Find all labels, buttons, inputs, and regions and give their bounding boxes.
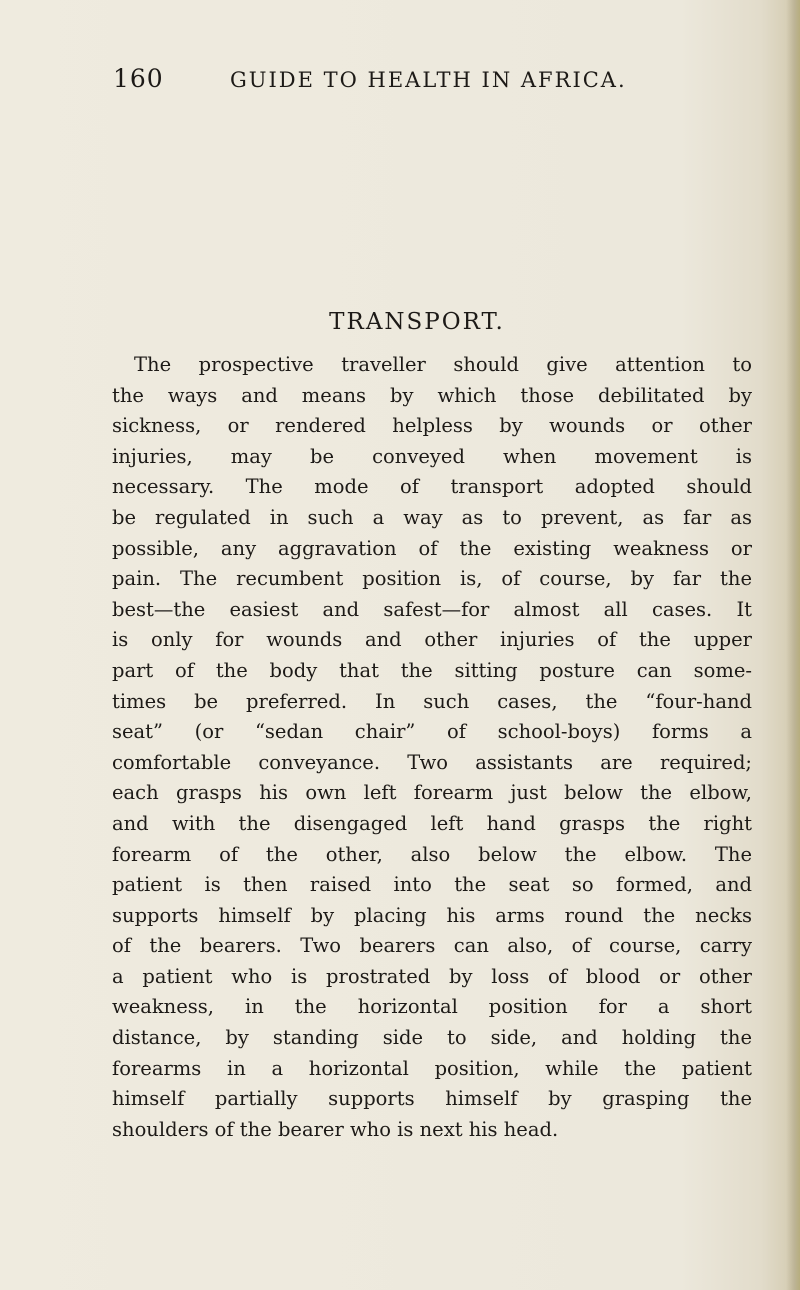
text-line: is only for wounds and other injuries of the upper — [112, 628, 752, 652]
text-line: part of the body that the sitting posture can some- — [112, 658, 752, 682]
page-number: 160 — [113, 64, 164, 93]
text-line: seat” (or “sedan chair” of school-boys) forms a — [112, 720, 752, 744]
text-line: patient is then raised into the seat so formed, and — [112, 873, 752, 897]
section-title: TRANSPORT. — [329, 309, 505, 335]
text-line: injuries, may be conveyed when movement is — [112, 444, 752, 468]
text-line: possible, any aggravation of the existing weakness or — [112, 536, 752, 560]
page-header — [113, 64, 633, 104]
text-line: necessary. The mode of transport adopted should — [112, 475, 752, 499]
text-line: pain. The recumbent position is, of course, by far the — [112, 567, 752, 591]
page-edge-shadow — [786, 0, 800, 1290]
text-line: best—the easiest and safest—for almost all cases. It — [112, 597, 752, 621]
text-line: be regulated in such a way as to prevent, as far as — [112, 505, 752, 529]
text-line: the ways and means by which those debilitated by — [112, 383, 752, 407]
running-head: GUIDE TO HEALTH IN AFRICA. — [230, 68, 627, 92]
body-paragraph — [112, 350, 752, 1145]
text-line: himself partially supports himself by grasping the — [112, 1087, 752, 1111]
text-line: weakness, in the horizontal position for a short — [112, 995, 752, 1019]
text-line: of the bearers. Two bearers can also, of course, carry — [112, 934, 752, 958]
text-line: supports himself by placing his arms round the necks — [112, 903, 752, 927]
text-line: times be preferred. In such cases, the “four-hand — [112, 689, 752, 713]
text-line: comfortable conveyance. Two assistants are required; — [112, 750, 752, 774]
text-line: and with the disengaged left hand grasps the right — [112, 811, 752, 835]
text-line: The prospective traveller should give attention to — [134, 353, 752, 376]
text-line: distance, by standing side to side, and holding the — [112, 1026, 752, 1050]
text-line: each grasps his own left forearm just below the elbow, — [112, 781, 752, 805]
text-line: forearms in a horizontal position, while the patient — [112, 1056, 752, 1080]
text-line: forearm of the other, also below the elbow. The — [112, 842, 752, 866]
text-line: a patient who is prostrated by loss of blood or other — [112, 964, 752, 988]
text-line: sickness, or rendered helpless by wounds or other — [112, 414, 752, 438]
text-line: shoulders of the bearer who is next his head. — [112, 1117, 559, 1141]
